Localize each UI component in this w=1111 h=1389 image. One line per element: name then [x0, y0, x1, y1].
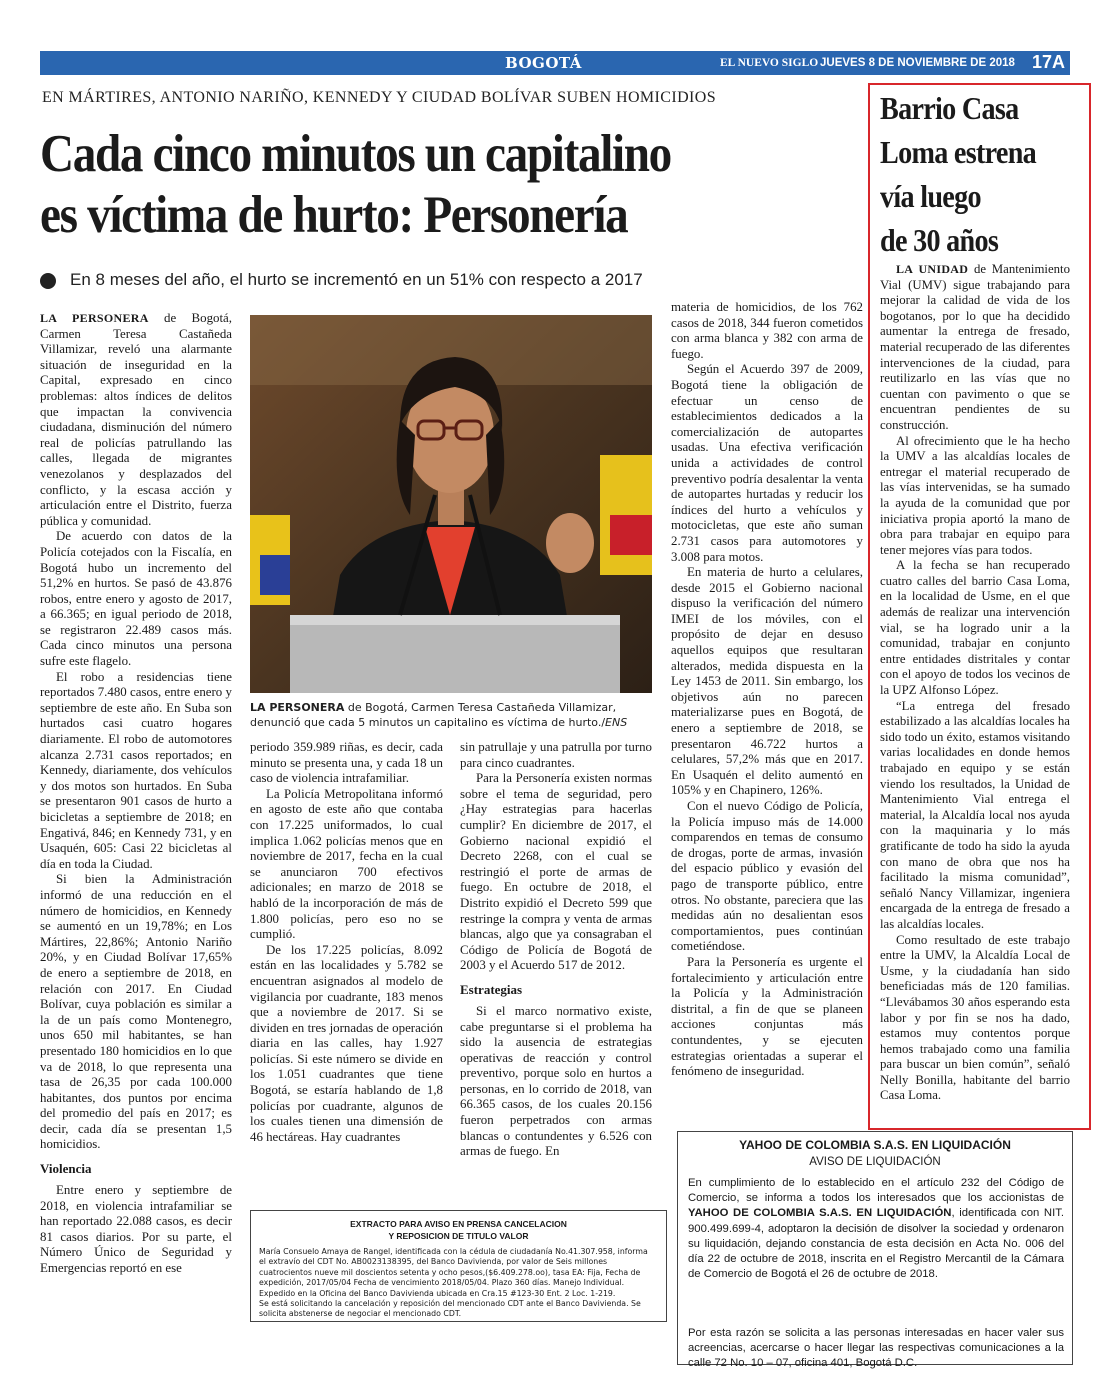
paragraph: Al ofrecimiento que le ha hecho la UMV a las alcaldías locales de entregar el material recuperado de las vías intervenidas, se ha sumado la ayuda de la comunidad que por iniciativa propia aportó la mano de obra para trabajar en equipo para tener mejores vías para todos.: [880, 433, 1070, 557]
notice-title-2: Y REPOSICION DE TITULO VALOR: [388, 1231, 529, 1241]
notice-body: María Consuelo Amaya de Rangel, identificada con la cédula de ciudadanía No.41.307.958, informa el extravío del CDT No. AB0023138395, del Banco Davivienda, por valor de Seis millones cuatrocientos nueve mil doscientos setenta y ocho pesos,($6.409.278.oo), tasa EA: Fija, Fecha de expedición, 2017/05/04 Fecha de vencimiento 2018/05/04. Plazo 360 días. Manejo Individual. Expedido en la Oficina del Banco Davivienda ubicada en Cra.15 #123-30 Ent. 2 Loc. 1-219.: [259, 1247, 648, 1298]
section-name: BOGOTÁ: [505, 54, 582, 72]
photo-credit: ENS: [605, 716, 628, 729]
paragraph: Como resultado de este trabajo entre la UMV, la Alcaldía Local de Usme, y la ciudadanía han sido beneficiadas más de 120 familias. “Llevábamos 30 años esperando esta labor y por fin se nos ha dado, estamos muy contentos porque hemos trabajado como una familia para buscar un bien común”, señaló Nelly Bonilla, habitante del barrio Casa Loma.: [880, 932, 1070, 1103]
paragraph: materia de homicidios, de los 762 casos de 2018, 344 fueron cometidos con arma blanca y 382 con arma de fuego.: [671, 300, 863, 361]
notice-body: En cumplimiento de lo establecido en el artículo 232 del Código de Comercio, se informa a todos los interesados que los accionistas de YAHOO DE COLOMBIA S.A.S. EN LIQUIDACIÓN, identificada con NIT. 900.499.699-4, adoptaron la decisión de disolver la sociedad y ordenaron su liquidación, dejando constancia de esta decisión en Acta No. 006 del día 22 de octubre de 2018, inscrita en el Registro Mercantil de la Cámara de Comercio de Bogotá el 26 de octubre de 2018.: [688, 1177, 1064, 1281]
legal-notice-cdt: [250, 1210, 667, 1322]
paragraph: Para la Personería es urgente el fortalecimiento y articulación entre la Policía y la Administración distrital, a fin de que se planeen acciones conjuntas más contundentes, y se ejecuten estrategias orientadas a superar el fenómeno de inseguridad.: [671, 954, 863, 1079]
paragraph: sin patrullaje y una patrulla por turno para cinco cuadrantes.: [460, 740, 652, 770]
notice-subtitle: AVISO DE LIQUIDACIÓN: [809, 1156, 941, 1168]
legal-notice-yahoo: [677, 1131, 1073, 1370]
photo-caption: LA PERSONERA de Bogotá, Carmen Teresa Castañeda Villamizar, denunció que cada 5 minutos un capitalino es víctima de hurto./ENS: [250, 701, 628, 729]
paragraph: “La entrega del fresado estabilizado a las alcaldías locales ha sido todo un éxito, estamos visitando varias localidades en donde hemos trabajado en equipo y se están viendo los resultados, la Unidad de Mantenimiento Vial entrega el material, la Alcaldía local nos ayuda con la maquinaria y lo más gratificante de todo ha sido la ayuda con mano de obra que nos ha facilitado la misma comunidad”, señaló Nancy Villamizar, ingeniera encargada de la entrega de fresado a las alcaldías locales.: [880, 698, 1070, 931]
article-subhead: En 8 meses del año, el hurto se incrementó en un 51% con respecto a 2017: [70, 270, 643, 289]
paragraph: De los 17.225 policías, 8.092 están en las localidades y 5.782 se encuentran asignados al modelo de vigilancia por cuadrante, 183 menos que a noviembre de 2017. Si se dividen en tres jornadas de operación diaria en las calles, hay 1.927 policías. Si este número se divide en los 1.051 cuadrantes que tiene Bogotá, se estaría hablando de 1,8 policías por cuadrante, algunos de los cuales tienen una dimensión de 46 hectáreas. Hay cuadrantes: [250, 942, 443, 1144]
article-headline: [40, 124, 770, 246]
article-column-1: [40, 311, 232, 1277]
personera-photo: [250, 315, 652, 693]
bullet-icon: [40, 273, 56, 289]
article-column-2: [250, 740, 443, 1145]
notice-title: YAHOO DE COLOMBIA S.A.S. EN LIQUIDACIÓN: [739, 1138, 1011, 1152]
paragraph: Con el nuevo Código de Policía, la Policía impuso más de 14.000 comparendos en temas de consumo de drogas, porte de armas, invasión del espacio público y evasión del pago de transporte público, entre otros. No obstante, pareciera que las medidas aún no desalientan esos comportamientos, pues continúan cometiéndose.: [671, 799, 863, 954]
paragraph: La Policía Metropolitana informó en agosto de este año que contaba con 17.225 uniformados, lo cual implica 1.062 policías menos que en noviembre de 2017, fecha en la cual se anunciaron 700 efectivos adicionales; en marzo de 2018 se habló de la incorporación de más de 1.800 policías, pero eso no se cumplió.: [250, 786, 443, 942]
sidebar-title: Barrio Casa Loma estrena vía luego de 30 años: [880, 90, 1037, 258]
paragraph: A la fecha se han recuperado cuatro calles del barrio Casa Loma, en la localidad de Usme, en el que además de realizar una intervención vial, se ha logrado unir a la comunidad, trabajar en conjunto entre entidades distritales y contar con el apoyo de todos los vecinos de la UPZ Alfonso López.: [880, 558, 1070, 698]
notice-body-2: Por esta razón se solicita a las personas interesadas en hacer valer sus acreencias, acercarse o hacer llegar las respectivas comunicaciones a la calle 72 No. 10 – 07, oficina 401, Bogotá D.C.: [688, 1327, 1064, 1370]
paragraph: Si bien la Administración informó de una reducción en el número de homicidios, en Kennedy se aumentó en un 19,78%; en Los Mártires, 22,86%; Antonio Nariño 20%, y en Ciudad Bolívar 17,65% de enero a septiembre de 2018, en relación con 2017. En Ciudad Bolívar, cuya población es similar a la de un país como Montenegro, unos 650 mil habitantes, se han presentado 180 homicidios en lo que va de 2018, lo que representa una tasa de 26,35 por cada 100.000 habitantes, dos puntos por encima del promedio del país en 2017; es decir, cada día se presentan 1,5 homicidios.: [40, 872, 232, 1152]
paragraph: El robo a residencias tiene reportados 7.480 casos, entre enero y septiembre de este año. En Suba son hurtados casi cuatro hogares diariamente. El robo de automotores alcanza 2.731 casos reportados; en Kennedy, diariamente, dos vehículos y dos motos son hurtados. En Suba se presentaron 901 casos de hurto a bicicletas a septiembre de 2018; en Engativá, 846; en Kennedy 731, y en Usaquén, 605: Casi 22 bicicletas al día en toda la Ciudad.: [40, 669, 232, 871]
article-kicker: EN MÁRTIRES, ANTONIO NARIÑO, KENNEDY Y CIUDAD BOLÍVAR SUBEN HOMICIDIOS: [42, 89, 716, 106]
notice-title: EXTRACTO PARA AVISO EN PRENSA CANCELACION: [350, 1219, 567, 1229]
paragraph: En materia de hurto a celulares, desde 2015 el Gobierno nacional dispuso la verificación del número IMEI de los móviles, con el propósito de dejar en desuso aquellos equipos que resultaran alterados, medida dispuesta en la Ley 1453 de 2011. Sin embargo, los objetivos aún no parecen materializarse pues en Bogotá, de enero a septiembre de 2018, se presentaron 46.722 hurtos a celulares, 57,2% más que en 2017. En Usaquén el delito aumentó en 105% y en Chapinero, 126%.: [671, 565, 863, 798]
page-number: 17A: [1032, 52, 1066, 72]
issue-date: JUEVES 8 DE NOVIEMBRE DE 2018: [820, 57, 1015, 69]
photo-illustration: [250, 315, 652, 693]
headline-line-2: es víctima de hurto: Personería: [40, 186, 628, 244]
newspaper-name: EL NUEVO SIGLO: [720, 57, 819, 69]
paragraph: Si el marco normativo existe, cabe preguntarse si el problema ha sido la ausencia de estrategias operativas de reacción y control preventivo, porque solo en hurtos a personas, en lo corrido de 2018, van 66.365 casos, de los cuales 20.156 fueron perpetrados con armas blancas o contundentes y 6.526 con armas de fuego. En: [460, 1003, 652, 1159]
paragraph: periodo 359.989 riñas, es decir, cada minuto se presenta una, y cada 18 un caso de violencia intrafamiliar.: [250, 740, 443, 786]
paragraph: Entre enero y septiembre de 2018, en violencia intrafamiliar se han reportado 22.088 casos, es decir 81 casos diarios. Por su parte, el Número Único de Seguridad y Emergencias reportó en ese: [40, 1183, 232, 1276]
subheading-estrategias: Estrategias: [460, 981, 523, 997]
paragraph: Según el Acuerdo 397 de 2009, Bogotá tiene la obligación de efectuar un censo de establecimientos dedicados a la comercialización de autopartes usadas. Una efectiva verificación unida a actividades de control preventivo podría desalentar la venta de autopartes hurtadas y reducir los índices del hurto a vehículos y motocicletas, que este año suman 2.731 casos para automotores y 3.008 para motos.: [671, 362, 863, 564]
article-column-4: [671, 300, 863, 1080]
paragraph: De acuerdo con datos de la Policía cotejados con la Fiscalía, en Bogotá hubo un incremento del 51,2% en hurtos. Se pasó de 43.876 robos, entre enero y agosto de 2017, a 66.365; en igual periodo de 2018, se registraron 22.489 casos más. Cada cinco minutos una persona sufre este flagelo.: [40, 529, 232, 669]
sidebar-body: [880, 262, 1070, 1104]
paragraph: Para la Personería existen normas sobre el tema de seguridad, pero ¿Hay estrategias para hacerlas cumplir? En diciembre de 2017, el Gobierno nacional expidió el Decreto 2268, con el cual se restringió el porte de armas de fuego. En octubre de 2018, el Distrito expidió el Decreto 599 que restringe la compra y venta de armas blancas, algo que ya consagraban el Código de Policía de Bogotá de 2003 y el Acuerdo 517 de 2012.: [460, 771, 652, 973]
notice-body-2: Se está solicitando la cancelación y reposición del mencionado CDT ante el Banco Davivienda. Se solicita abstenerse de negociar el mencionado CDT.: [259, 1299, 641, 1319]
headline-line-1: Cada cinco minutos un capitalino: [40, 125, 671, 183]
article-column-3: [460, 740, 652, 1160]
subheading-violencia: Violencia: [40, 1161, 92, 1177]
paragraph: LA UNIDAD de Mantenimiento Vial (UMV) sigue trabajando para mejorar la calidad de vida de los bogotanos, por lo que ha decidido aumentar la entrega de fresado, material recuperado de las diferentes intervenciones de la ciudad, para reutilizarlo en las vías que no cuentan con pavimento o que se encuentran pendientes de su construcción.: [880, 262, 1070, 432]
paragraph: LA PERSONERA de Bogotá, Carmen Teresa Castañeda Villamizar, reveló una alarmante situación de inseguridad en la Capital, expresado en cinco problemas: altos índices de delitos que impactan la convivencia ciudadana, disminución del número real de policías patrullando las calles, llegada de migrantes venezolanos y desplazados del conflicto, y la escasa acción y articulación entre el Distrito, fuerza pública y comunidad.: [40, 311, 232, 528]
